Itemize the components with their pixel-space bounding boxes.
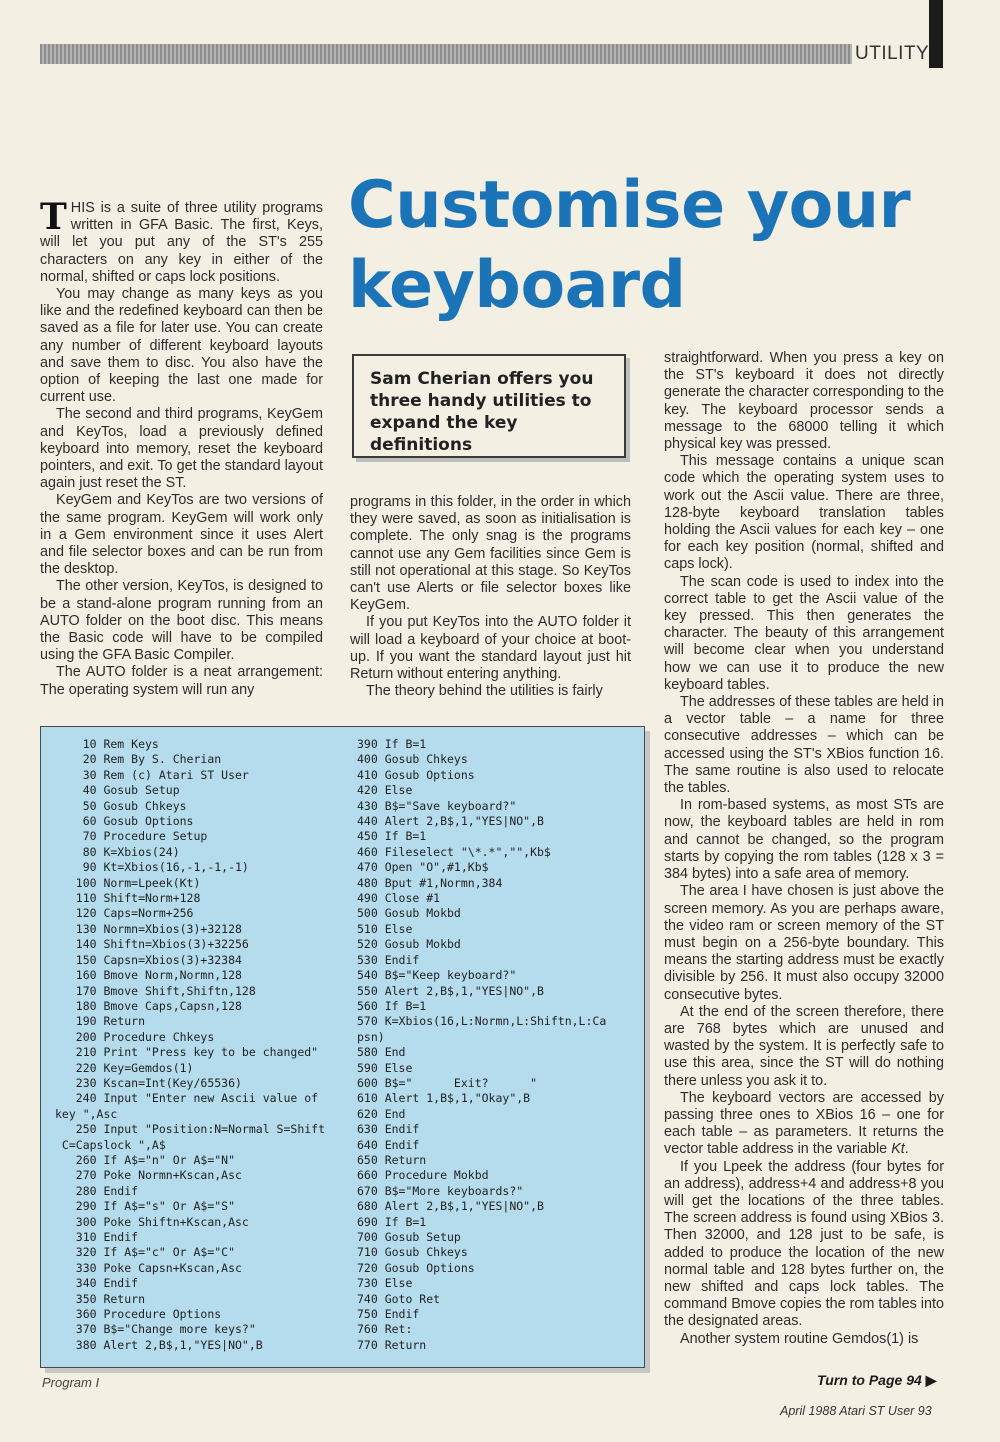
paragraph: straightforward. When you press a key on the ST's keyboard it does not directly generate the character corresponding to the key. The keyboard processor sends a message to the 68000 telling it which physical key was pressed.: [664, 350, 944, 453]
page-footer: April 1988 Atari ST User 93: [780, 1404, 932, 1418]
paragraph: You may change as many keys as you like and the redefined keyboard can then be saved as a file for later use. You can create any number of different keyboard layouts and save them to disc. You also have the option of keeping the last one made for current use.: [40, 286, 323, 406]
listing-column-left: 10 Rem Keys 20 Rem By S. Cherian 30 Rem (c) Atari ST User 40 Gosub Setup 50 Gosub Chkeys 60 Gosub Options 70 Procedure Setup 80 K=Xbios(24) 90 Kt=Xbios(16,-1,-1,-1) 100 Norm=Lpeek(Kt) 110 Shift=Norm+128 120 Caps=Norm+256 130 Normn=Xbios(3)+32128 140 Shiftn=Xbios(3)+32256 150 Capsn=Xbios(3)+32384 160 Bmove Norm,Normn,128 170 Bmove Shift,Shiftn,128 180 Bmove Caps,Capsn,128 190 Return 200 Procedure Chkeys 210 Print "Press key to be changed" 220 Key=Gemdos(1) 230 Kscan=Int(Key/65536) 240 Input "Enter new Ascii value of key ",Asc 250 Input "Position:N=Normal S=Shift C=Capslock ",A$ 260 If A$="n" Or A$="N" 270 Poke Normn+Kscan,Asc 280 Endif 290 If A$="s" Or A$="S" 300 Poke Shiftn+Kscan,Asc 310 Endif 320 If A$="c" Or A$="C" 330 Poke Capsn+Kscan,Asc 340 Endif 350 Return 360 Procedure Options 370 B$="Change more keys?" 380 Alert 2,B$,1,"YES|NO",B: [55, 737, 326, 1352]
body-column-1: [40, 196, 323, 699]
paragraph: This message contains a unique scan code which the operating system uses to work out the Ascii value. There are three, 128-byte keyboard translation tables holding the Ascii values for each key – one for each key position (normal, shifted and caps lock).: [664, 453, 944, 573]
paragraph: The second and third programs, KeyGem and KeyTos, load a previously defined keyboard into memory, reset the keyboard pointers, and exit. To get the standard layout again just reset the ST.: [40, 406, 323, 492]
paragraph: If you put KeyTos into the AUTO folder it will load a keyboard of your choice at boot-up. If you want the standard layout just hit Return without entering anything.: [350, 614, 631, 683]
paragraph-text: .: [904, 1141, 909, 1158]
paragraph: KeyGem and KeyTos are two versions of the same program. KeyGem will work only in a Gem environment since it uses Alert and file selector boxes and can be run from the desktop.: [40, 492, 323, 578]
paragraph: The AUTO folder is a neat arrangement: The operating system will run any: [40, 664, 323, 698]
page-edge-tab: [929, 0, 943, 68]
turn-page-link[interactable]: [817, 1372, 937, 1389]
paragraph-text: HIS is a suite of three utility programs written in GFA Basic. The first, Keys, will let you put any of the ST's 255 characters on any key in either of the normal, shifted or caps lock positions.: [40, 200, 323, 285]
paragraph: If you Lpeek the address (four bytes for an address), address+4 and address+8 you will get the locations of the three tables. The screen address is found using XBios 3. Then 32000, and 128 just to be safe, is added to produce the location of the new normal table and 128 bytes further on, the new shifted and caps lock tables. The command Bmove copies the rom tables into the designated areas.: [664, 1158, 944, 1330]
program-listing: [40, 726, 645, 1368]
paragraph: The theory behind the utilities is fairly: [366, 683, 603, 700]
drop-cap: T: [40, 196, 67, 238]
paragraph: At the end of the screen therefore, there are 768 bytes which are unused and wasted by the system. It is perfectly safe to use this area, since the ST will do nothing there unless you ask it to.: [664, 1003, 944, 1089]
paragraph: [664, 1090, 944, 1159]
body-column-3: [664, 350, 944, 1348]
section-label: UTILITY: [855, 43, 930, 64]
paragraph: Another system routine Gemdos(1) is: [680, 1330, 919, 1347]
listing-caption: Program I: [42, 1375, 100, 1390]
arrow-right-icon: ▶: [925, 1372, 937, 1388]
paragraph: The scan code is used to index into the correct table to get the Ascii value of the key pressed. This then generates the character. The beauty of this arrangement will become clear when you understand how we can use it to produce the new keyboard tables.: [664, 573, 944, 693]
article-headline: Customise your keyboard: [348, 168, 911, 323]
paragraph: The addresses of these tables are held in a vector table – a name for three consecutive addresses – which can be accessed using the ST's XBios function 16. The same routine is also used to relocate the tables.: [664, 694, 944, 797]
variable-name: Kt: [891, 1141, 905, 1158]
standfirst-box: [352, 354, 626, 458]
paragraph: The area I have chosen is just above the screen memory. As you are perhaps aware, the video ram or screen memory of the ST must begin on a 256-byte boundary. This means the starting address must be exactly divisible by 256. It must also occupy 32000 consecutive bytes.: [664, 883, 944, 1003]
paragraph-text: The keyboard vectors are accessed by passing three ones to XBios 16 – one for each table – as parameters. It returns the vector table address in the variable: [664, 1089, 944, 1158]
turn-page-label: Turn to Page 94: [817, 1372, 922, 1388]
paragraph: [40, 196, 323, 286]
standfirst-text: Sam Cherian offers you three handy utilities to expand the key definitions: [370, 369, 594, 455]
paragraph: In rom-based systems, as most STs are now, the keyboard tables are held in rom and cannot be changed, so the program starts by copying the rom tables (128 x 3 = 384 bytes) into a safe area of memory.: [664, 797, 944, 883]
paragraph: The other version, KeyTos, is designed to be a stand-alone program running from an AUTO folder on the boot disc. This means the Basic code will have to be compiled using the GFA Basic Compiler.: [40, 578, 323, 664]
header-rule: [40, 44, 852, 64]
body-column-2: [350, 494, 631, 700]
paragraph: programs in this folder, in the order in which they were saved, as soon as initialisation is complete. The only snag is the programs cannot use any Gem facilities since Gem is still not operational at this stage. So KeyTos can't use Alerts or file selector boxes like KeyGem.: [350, 494, 631, 614]
listing-column-right: 390 If B=1 400 Gosub Chkeys 410 Gosub Options 420 Else 430 B$="Save keyboard?" 440 Alert 2,B$,1,"YES|NO",B 450 If B=1 460 Fileselect "\*.*","",Kb$ 470 Open "O",#1,Kb$ 480 Bput #1,Normn,384 490 Close #1 500 Gosub Mokbd 510 Else 520 Gosub Mokbd 530 Endif 540 B$="Keep keyboard?" 550 Alert 2,B$,1,"YES|NO",B 560 If B=1 570 K=Xbios(16,L:Normn,L:Shiftn,L:Ca psn) 580 End 590 Else 600 B$=" Exit? " 610 Alert 1,B$,1,"Okay",B 620 End 630 Endif 640 Endif 650 Return 660 Procedure Mokbd 670 B$="More keyboards?" 680 Alert 2,B$,1,"YES|NO",B 690 If B=1 700 Gosub Setup 710 Gosub Chkeys 720 Gosub Options 730 Else 740 Goto Ret 750 Endif 760 Ret: 770 Return: [357, 737, 607, 1352]
